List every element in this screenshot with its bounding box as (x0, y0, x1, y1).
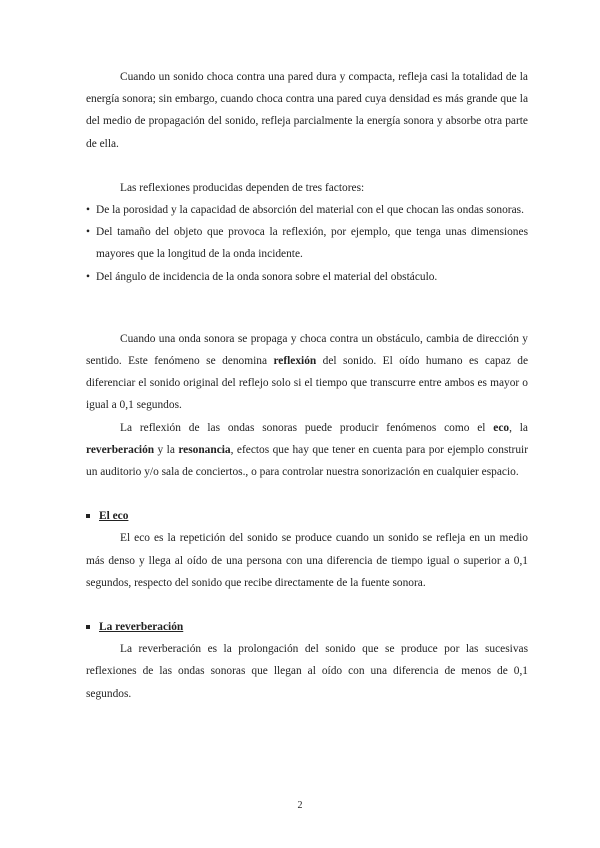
paragraph-reflexion (86, 328, 528, 417)
document-page (86, 66, 528, 705)
text-run: , efectos que hay que tener en cuenta para por ejemplo construir un auditorio y/o sala de conciertos., o para controlar nuestra sonorización en cualquier espacio. (86, 443, 528, 479)
paragraph-eco: El eco es la repetición del sonido se produce cuando un sonido se refleja en un medio más denso y llega al oído de una persona con una diferencia de tiempo igual o superior a 0,1 segundos, respecto del sonido que recibe directamente de la fuente sonora. (86, 532, 528, 589)
section-heading-reverberacion (86, 616, 528, 638)
factors-list (86, 199, 528, 288)
text-run: del sonido. El oído humano es capaz de diferenciar el sonido original del reflejo solo si el tiempo que transcurre entre ambos es mayor o igual a 0,1 segundos. (86, 355, 528, 412)
text-run: y la (154, 443, 179, 456)
page-number: 2 (297, 800, 303, 811)
text-run: , la (509, 421, 528, 434)
square-bullet-icon (86, 625, 90, 629)
factor-item: • De la porosidad y la capacidad de absorción del material con el que chocan las ondas sonoras. (86, 199, 528, 221)
paragraph-intro: Cuando un sonido choca contra una pared dura y compacta, refleja casi la totalidad de la energía sonora; sin embargo, cuando choca contra una pared cuya densidad es más grande que la del medio de propagación del sonido, refleja parcialmente la energía sonora y absorbe otra parte de ella. (86, 71, 528, 150)
factor-item: • Del ángulo de incidencia de la onda sonora sobre el material del obstáculo. (86, 266, 528, 288)
paragraph-factors-intro: Las reflexiones producidas dependen de tres factores: (120, 181, 365, 194)
text-run: La reflexión de las ondas sonoras puede producir fenómenos como el (120, 421, 494, 434)
bold-term: resonancia (178, 443, 231, 456)
bold-term: reflexión (273, 355, 317, 368)
bold-term: eco (493, 421, 510, 434)
section-heading-eco (86, 505, 528, 527)
factor-item: • Del tamaño del objeto que provoca la reflexión, por ejemplo, que tenga unas dimensiones mayores que la longitud de la onda incidente. (86, 221, 528, 265)
paragraph-fenomenos (86, 417, 528, 484)
heading-text: La reverberación (99, 621, 184, 634)
text-run: Cuando una onda sonora se propaga y choca contra un obstáculo, cambia de dirección y sentido. Este fenómeno se denomina (86, 332, 528, 368)
paragraph-reverberacion: La reverberación es la prolongación del sonido que se produce por las sucesivas reflexiones de las ondas sonoras que llegan al oído con una diferencia de menos de 0,1 segundos. (86, 643, 528, 700)
square-bullet-icon (86, 514, 90, 518)
heading-text: El eco (99, 510, 129, 523)
bold-term: reverberación (86, 443, 155, 456)
